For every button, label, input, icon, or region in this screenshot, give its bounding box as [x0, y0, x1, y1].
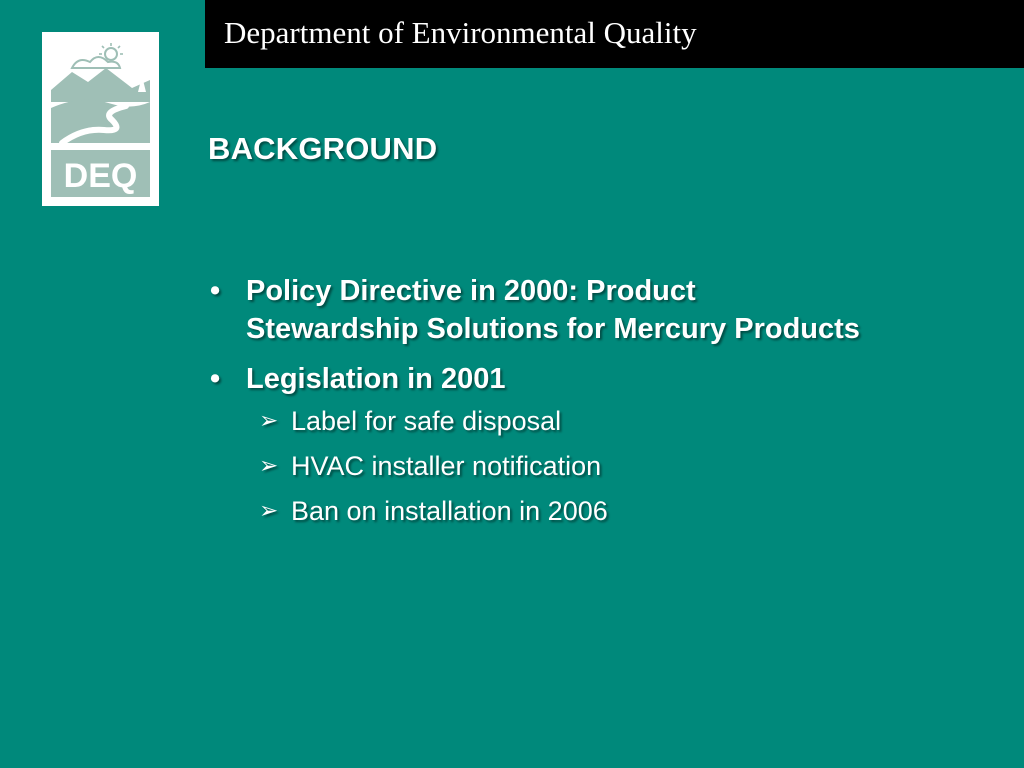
sub-list-item — [208, 449, 998, 483]
sub-list-item — [208, 494, 998, 528]
bullet-text-line: Policy Directive in 2000: Product — [246, 275, 696, 307]
arrow-bullet-icon: ➢ — [259, 453, 279, 479]
arrow-bullet-icon: ➢ — [259, 408, 279, 434]
bullet-icon: • — [210, 363, 221, 395]
bullet-text-line: Stewardship Solutions for Mercury Products — [246, 313, 860, 345]
bullet-text-line: Legislation in 2001 — [246, 363, 506, 395]
list-item — [208, 360, 998, 398]
logo-text: DEQ — [63, 157, 138, 195]
slide-title: BACKGROUND — [208, 131, 438, 166]
header-title: Department of Environmental Quality — [224, 15, 697, 50]
sub-list-item — [208, 404, 998, 438]
bullet-icon: • — [210, 275, 221, 307]
arrow-bullet-icon: ➢ — [259, 498, 279, 524]
list-item — [208, 272, 998, 348]
deq-logo — [42, 32, 159, 206]
bullet-list — [208, 272, 998, 539]
sub-item-text: HVAC installer notification — [291, 451, 602, 481]
sub-item-text: Label for safe disposal — [291, 406, 562, 436]
sub-item-text: Ban on installation in 2006 — [291, 496, 608, 526]
header-bar — [205, 0, 1024, 68]
deq-landscape-logo-icon — [42, 32, 159, 206]
